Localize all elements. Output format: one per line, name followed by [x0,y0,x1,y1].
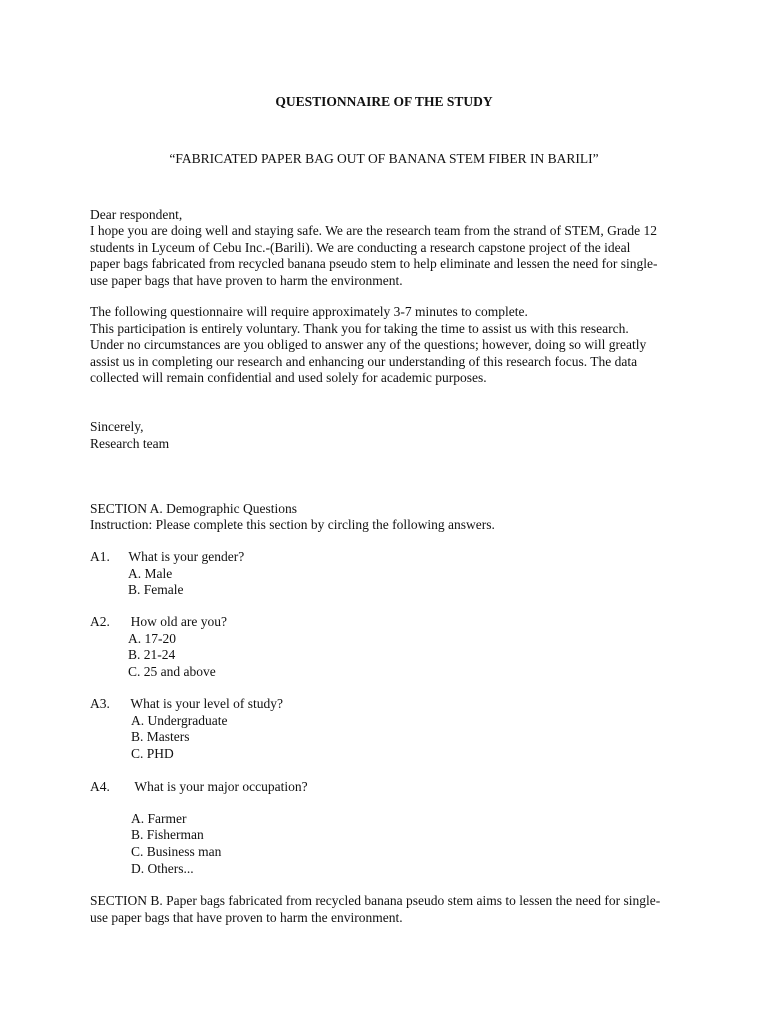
question-number: A4. [90,779,110,794]
question-a4 [90,779,308,796]
question-text: What is your major occupation? [134,779,308,794]
section-a-heading: SECTION A. Demographic Questions [90,501,297,516]
question-number: A3. [90,696,110,711]
info-line: collected will remain confidential and used solely for academic purposes. [90,370,487,385]
intro-line: students in Lyceum of Cebu Inc.-(Barili). We are conducting a research capstone project of the ideal [90,239,631,255]
question-number: A2. [90,614,110,629]
question-number: A1. [90,549,110,564]
option-a2-c[interactable]: C. 25 and above [128,664,216,679]
section-b-line: use paper bags that have proven to harm the environment. [90,909,403,925]
option-a4-c[interactable]: C. Business man [131,844,222,859]
section-a-instruction: Instruction: Please complete this section by circling the following answers. [90,517,495,532]
document-title: QUESTIONNAIRE OF THE STUDY [275,94,493,109]
option-a3-c[interactable]: C. PHD [131,746,174,761]
option-a4-d[interactable]: D. Others... [131,861,194,876]
closing: Sincerely, [90,419,144,434]
option-a3-b[interactable]: B. Masters [131,729,190,744]
study-title: “FABRICATED PAPER BAG OUT OF BANANA STEM FIBER IN BARILI” [169,151,599,166]
intro-line: I hope you are doing well and staying safe. We are the research team from the strand of STEM, Grade 12 [90,223,657,238]
section-b-line: SECTION B. Paper bags fabricated from recycled banana pseudo stem aims to lessen the need for single- [90,893,661,908]
intro-line: paper bags fabricated from recycled banana pseudo stem to help eliminate and lessen the need for single- [90,256,658,271]
info-line: assist us in completing our research and enhancing our understanding of this research focus. The data [90,353,638,369]
info-line: Under no circumstances are you obliged to answer any of the questions; however, doing so will greatly [90,337,647,352]
option-a4-a[interactable]: A. Farmer [131,811,187,826]
intro-line: use paper bags that have proven to harm the environment. [90,272,403,288]
question-text: What is your gender? [128,549,245,564]
option-a3-a[interactable]: A. Undergraduate [131,713,228,728]
option-a1-b[interactable]: B. Female [128,582,184,597]
info-paragraph [90,304,680,387]
question-a2 [90,614,227,631]
question-text: What is your level of study? [130,696,283,711]
option-a1-a[interactable]: A. Male [128,566,173,581]
salutation: Dear respondent, [90,207,183,222]
signature: Research team [90,436,170,451]
question-text: How old are you? [130,614,227,629]
option-a4-b[interactable]: B. Fisherman [131,827,204,842]
option-a2-a[interactable]: A. 17-20 [128,631,176,646]
option-a2-b[interactable]: B. 21-24 [128,647,176,662]
section-b-paragraph [90,893,680,926]
question-a1 [90,549,244,566]
question-a3 [90,696,283,713]
intro-paragraph [90,223,680,289]
info-line: The following questionnaire will require approximately 3-7 minutes to complete. [90,304,528,319]
info-line: This participation is entirely voluntary. Thank you for taking the time to assist us with this research. [90,320,629,336]
